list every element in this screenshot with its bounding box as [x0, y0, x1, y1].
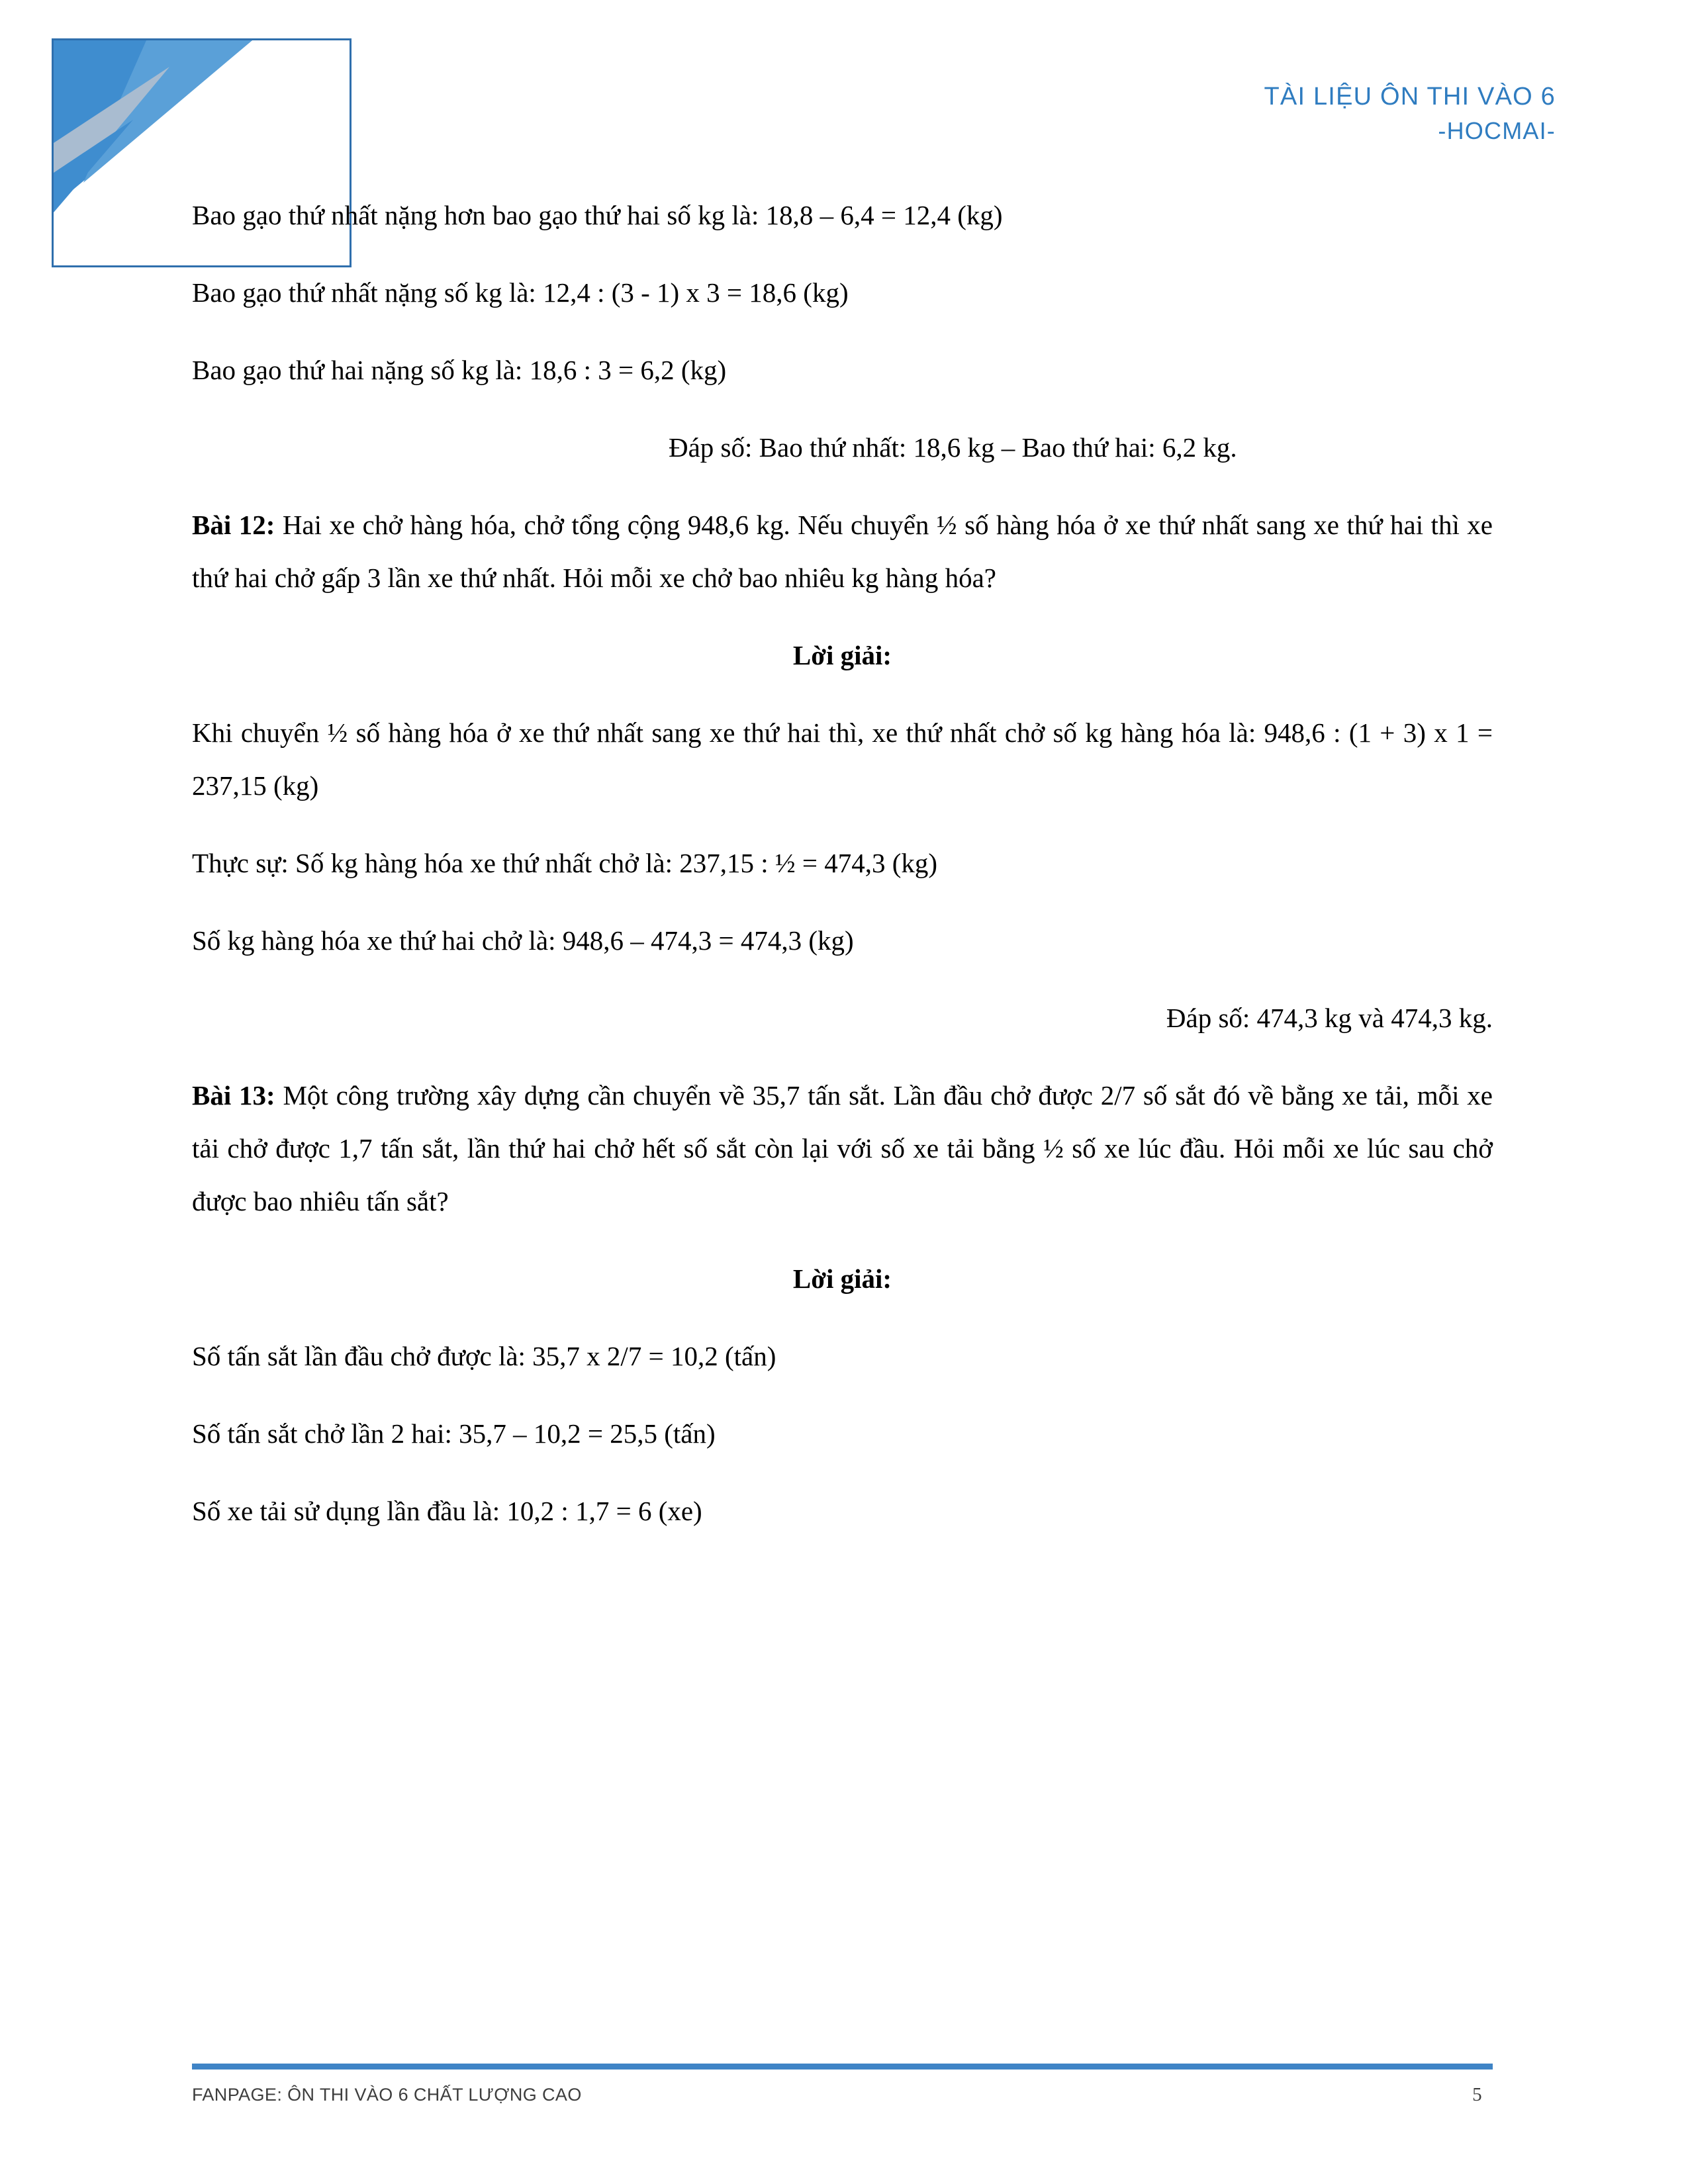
- paragraph: Số xe tải sử dụng lần đầu là: 10,2 : 1,7 = 6 (xe): [192, 1496, 702, 1526]
- header-title-line1: TÀI LIỆU ÔN THI VÀO 6: [1264, 83, 1556, 111]
- page-number: 5: [1472, 2084, 1482, 2105]
- exercise-13: [192, 1069, 1493, 1228]
- exercise-label: Bài 12:: [192, 510, 275, 540]
- paragraph: Bao gạo thứ hai nặng số kg là: 18,6 : 3 = 6,2 (kg): [192, 355, 727, 385]
- answer-line: Đáp số: Bao thứ nhất: 18,6 kg – Bao thứ hai: 6,2 kg.: [669, 432, 1237, 463]
- footer-row: [192, 2084, 1493, 2106]
- exercise-label: Bài 13:: [192, 1080, 275, 1111]
- paragraph: Khi chuyển ½ số hàng hóa ở xe thứ nhất sang xe thứ hai thì, xe thứ nhất chở số kg hàng hóa là: 948,6 : (1 + 3) x 1 = 237,15 (kg): [192, 717, 1493, 801]
- solution-heading: Lời giải:: [792, 640, 892, 670]
- paragraph: Số tấn sắt chở lần 2 hai: 35,7 – 10,2 = 25,5 (tấn): [192, 1418, 716, 1449]
- page-footer: [192, 2064, 1493, 2106]
- paragraph: Số tấn sắt lần đầu chở được là: 35,7 x 2/7 = 10,2 (tấn): [192, 1341, 776, 1371]
- document-body: [192, 189, 1493, 1562]
- exercise-text: Một công trường xây dựng cần chuyển về 35,7 tấn sắt. Lần đầu chở được 2/7 số sắt đó về bằng xe tải, mỗi xe tải chở được 1,7 tấn sắt, lần thứ hai chở hết số sắt còn lại với số xe tải bằng ½ số xe lúc đầu. Hỏi mỗi xe lúc sau chở được bao nhiêu tấn sắt?: [192, 1080, 1493, 1216]
- answer-line: Đáp số: 474,3 kg và 474,3 kg.: [1166, 1003, 1493, 1033]
- footer-text: FANPAGE: ÔN THI VÀO 6 CHẤT LƯỢNG CAO: [192, 2085, 582, 2105]
- paragraph: Bao gạo thứ nhất nặng số kg là: 12,4 : (3 - 1) x 3 = 18,6 (kg): [192, 277, 849, 308]
- header-title: [1264, 79, 1556, 148]
- exercise-text: Hai xe chở hàng hóa, chở tổng cộng 948,6 kg. Nếu chuyển ½ số hàng hóa ở xe thứ nhất sang xe thứ hai thì xe thứ hai chở gấp 3 lần xe thứ nhất. Hỏi mỗi xe chở bao nhiêu kg hàng hóa?: [192, 510, 1493, 593]
- solution-heading: Lời giải:: [792, 1263, 892, 1294]
- header-title-line2: -HOCMAI-: [1438, 117, 1556, 144]
- footer-divider: [192, 2064, 1493, 2070]
- paragraph: Bao gạo thứ nhất nặng hơn bao gạo thứ hai số kg là: 18,8 – 6,4 = 12,4 (kg): [192, 200, 1003, 230]
- paragraph: Thực sự: Số kg hàng hóa xe thứ nhất chở là: 237,15 : ½ = 474,3 (kg): [192, 848, 938, 878]
- exercise-12: [192, 498, 1493, 604]
- paragraph: Số kg hàng hóa xe thứ hai chở là: 948,6 – 474,3 = 474,3 (kg): [192, 925, 854, 956]
